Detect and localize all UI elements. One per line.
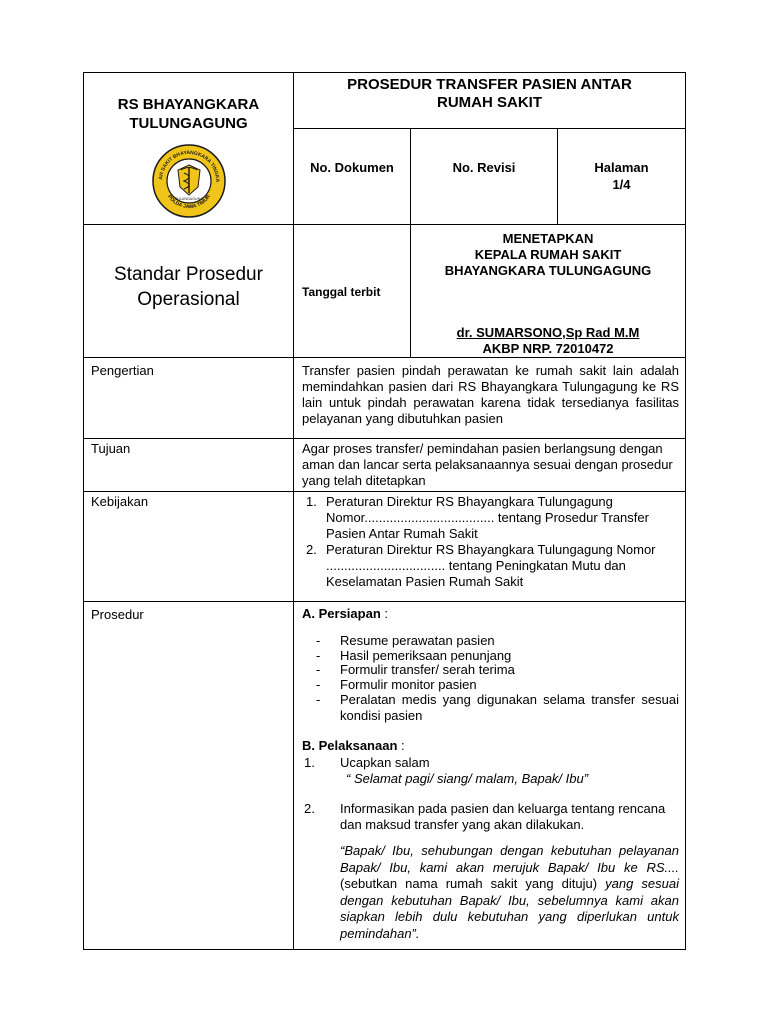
approval-block (411, 225, 685, 357)
pengertian-text: Transfer pasien pindah perawatan ke rumah sakit lain adalah memindahkan pasien dari RS Bhayangkara Tulungagung ke RS lain untuk pindah perawatan karena tidak tersedianya fasilitas pelayanan yang dibutuhkan pasien (302, 363, 679, 426)
tujuan-content-cell (294, 439, 686, 492)
tanggal-terbit-label: Tanggal terbit (302, 285, 381, 299)
pengertian-content-cell (294, 358, 686, 439)
tujuan-label-cell (84, 439, 294, 492)
step-1-quote: “ Selamat pagi/ siang/ malam, Bapak/ Ibu” (346, 771, 589, 786)
step-2: 2. Informasikan pada pasien dan keluarga tentang rencana dan maksud transfer yang akan dilakukan. “Bapak/ Ibu, sehubungan dengan kebutuhan pelayanan Bapak/ Ibu, kami akan merujuk Bapak/ Ibu ke RS.... (sebutkan nama rumah sakit yang dituju) yang sesuai dengan kebutuhan Bapak/ Ibu, sebelumnya kami akan siapkan lebih dulu kebutuhan yang diperlukan untuk pemindahan”. (304, 801, 679, 941)
halaman-value: 1/4 (612, 177, 631, 192)
pengertian-label: Pengertian (91, 363, 154, 378)
prosedur-label-cell (84, 602, 294, 950)
sop-document-table (83, 72, 686, 950)
list-item: 1. Peraturan Direktur RS Bhayangkara Tulungagung Nomor.................................... tentang Prosedur Transfer Pasien Antar Rumah Sakit (306, 494, 649, 541)
document-title-cell (294, 73, 686, 129)
halaman-label: Halaman 1/4 (594, 160, 649, 192)
kepala-line1: KEPALA RUMAH SAKIT (474, 247, 622, 262)
hospital-name: RS BHAYANGKARA TULUNGAGUNG (117, 96, 260, 132)
no-dokumen-cell (294, 129, 411, 225)
svg-text:POLDA JAWA TIMUR: POLDA JAWA TIMUR (165, 193, 212, 211)
list-item: - Formulir monitor pasien (316, 676, 477, 692)
step-1: 1. Ucapkan salam “ Selamat pagi/ siang/ malam, Bapak/ Ibu” (304, 755, 589, 786)
sop-title-cell (84, 225, 294, 358)
list-item: - Peralatan medis yang digunakan selama transfer sesuai kondisi pasien (316, 692, 679, 723)
svg-text:TULUNGAGUNG: TULUNGAGUNG (174, 197, 203, 201)
list-item: - Formulir transfer/ serah terima (316, 662, 515, 677)
kebijakan-content-cell (294, 492, 686, 602)
tujuan-text: Agar proses transfer/ pemindahan pasien berlangsung dengan aman dan lancar serta pelaksanaannya sesuai dengan prosedur yang telah ditetapkan (302, 441, 673, 488)
approval-cell (411, 225, 686, 358)
pelaksanaan-heading: B. Pelaksanaan : (302, 738, 405, 753)
sop-title: Standar Prosedur Operasional (114, 264, 263, 310)
kepala-line2: BHAYANGKARA TULUNGAGUNG (444, 263, 652, 278)
signer-name: dr. SUMARSONO,Sp Rad M.M (456, 325, 640, 340)
kebijakan-list (302, 494, 679, 590)
no-revisi-cell (411, 129, 558, 225)
signer-nrp: AKBP NRP. 72010472 (482, 341, 614, 356)
police-hospital-emblem-icon (150, 143, 228, 219)
hospital-logo (84, 143, 293, 224)
no-dokumen-label: No. Dokumen (310, 160, 394, 175)
no-revisi-label: No. Revisi (452, 160, 516, 175)
svg-text:RUMAH SAKIT BHAYANGKARA TINGKA: AH SAKIT BHAYANGKARA TINGKA (157, 149, 220, 182)
pengertian-label-cell (84, 358, 294, 439)
step-2-quote: “Bapak/ Ibu, sehubungan dengan kebutuhan pelayanan Bapak/ Ibu, kami akan merujuk Bapak/ Ibu ke RS.... (sebutkan nama rumah sakit yang dituju) yang sesuai dengan kebutuhan Bapak/ Ibu, sebelumnya kami akan siapkan lebih dulu kebutuhan yang diperlukan untuk pemindahan”. (340, 843, 679, 941)
persiapan-heading: A. Persiapan : (302, 606, 388, 621)
prosedur-content-cell (294, 602, 686, 950)
persiapan-list (302, 634, 679, 724)
kebijakan-label-cell (84, 492, 294, 602)
kebijakan-label: Kebijakan (91, 494, 149, 509)
tanggal-terbit-cell (294, 225, 411, 358)
menetapkan-text: MENETAPKAN (502, 231, 594, 246)
tujuan-label: Tujuan (91, 441, 131, 456)
list-item: - Hasil pemeriksaan penunjang (316, 647, 512, 663)
list-item: 2. Peraturan Direktur RS Bhayangkara Tulungagung Nomor ................................. tentang Peningkatan Mutu dan Keselamatan Pasien Rumah Sakit (306, 542, 656, 589)
halaman-cell (558, 129, 686, 225)
document-title: PROSEDUR TRANSFER PASIEN ANTAR RUMAH SAKIT (347, 76, 632, 111)
prosedur-label: Prosedur (91, 607, 144, 622)
list-item: - Resume perawatan pasien (316, 633, 495, 648)
hospital-cell (84, 73, 294, 225)
